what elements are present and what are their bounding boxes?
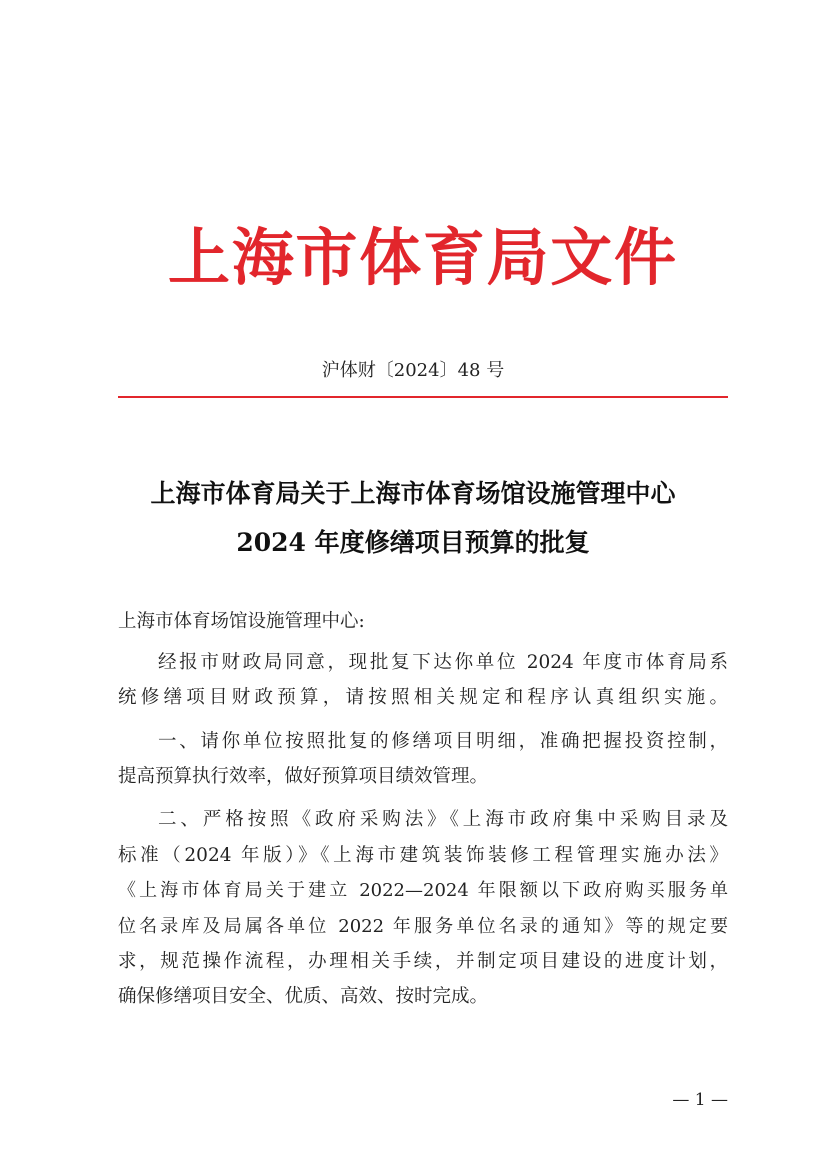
body-line: 《上海市体育局关于建立 2022—2024 年限额以下政府购买服务单 bbox=[118, 880, 728, 901]
body-line: 一、请你单位按照批复的修缮项目明细，准确把握投资控制， bbox=[158, 731, 728, 752]
page-number: — 1 — bbox=[672, 1090, 728, 1110]
document-number: 沪体财〔2024〕48 号 bbox=[321, 360, 505, 381]
body-line: 统修缮项目财政预算，请按照相关规定和程序认真组织实施。 bbox=[118, 687, 728, 708]
body-line: 求，规范操作流程，办理相关手续，并制定项目建设的进度计划， bbox=[118, 951, 728, 972]
document-title-line-1: 上海市体育局关于上海市体育场馆设施管理中心 bbox=[150, 479, 676, 508]
red-divider bbox=[118, 396, 728, 398]
body-line: 确保修缮项目安全、优质、高效、按时完成。 bbox=[118, 986, 489, 1007]
body-line: 经报市财政局同意，现批复下达你单位 2024 年度市体育局系 bbox=[158, 652, 728, 673]
body-line: 位名录库及局属各单位 2022 年服务单位名录的通知》等的规定要 bbox=[118, 916, 728, 937]
body-line: 提高预算执行效率，做好预算项目绩效管理。 bbox=[118, 766, 489, 787]
body-line: 标准（2024 年版）》《上海市建筑装饰装修工程管理实施办法》 bbox=[118, 845, 728, 866]
document-title-line-2: 2024 年度修缮项目预算的批复 bbox=[236, 528, 590, 557]
issuer-title: 上海市体育局文件 bbox=[168, 221, 676, 294]
body-line: 二、严格按照《政府采购法》《上海市政府集中采购目录及 bbox=[158, 809, 728, 830]
addressee: 上海市体育场馆设施管理中心: bbox=[118, 611, 365, 632]
